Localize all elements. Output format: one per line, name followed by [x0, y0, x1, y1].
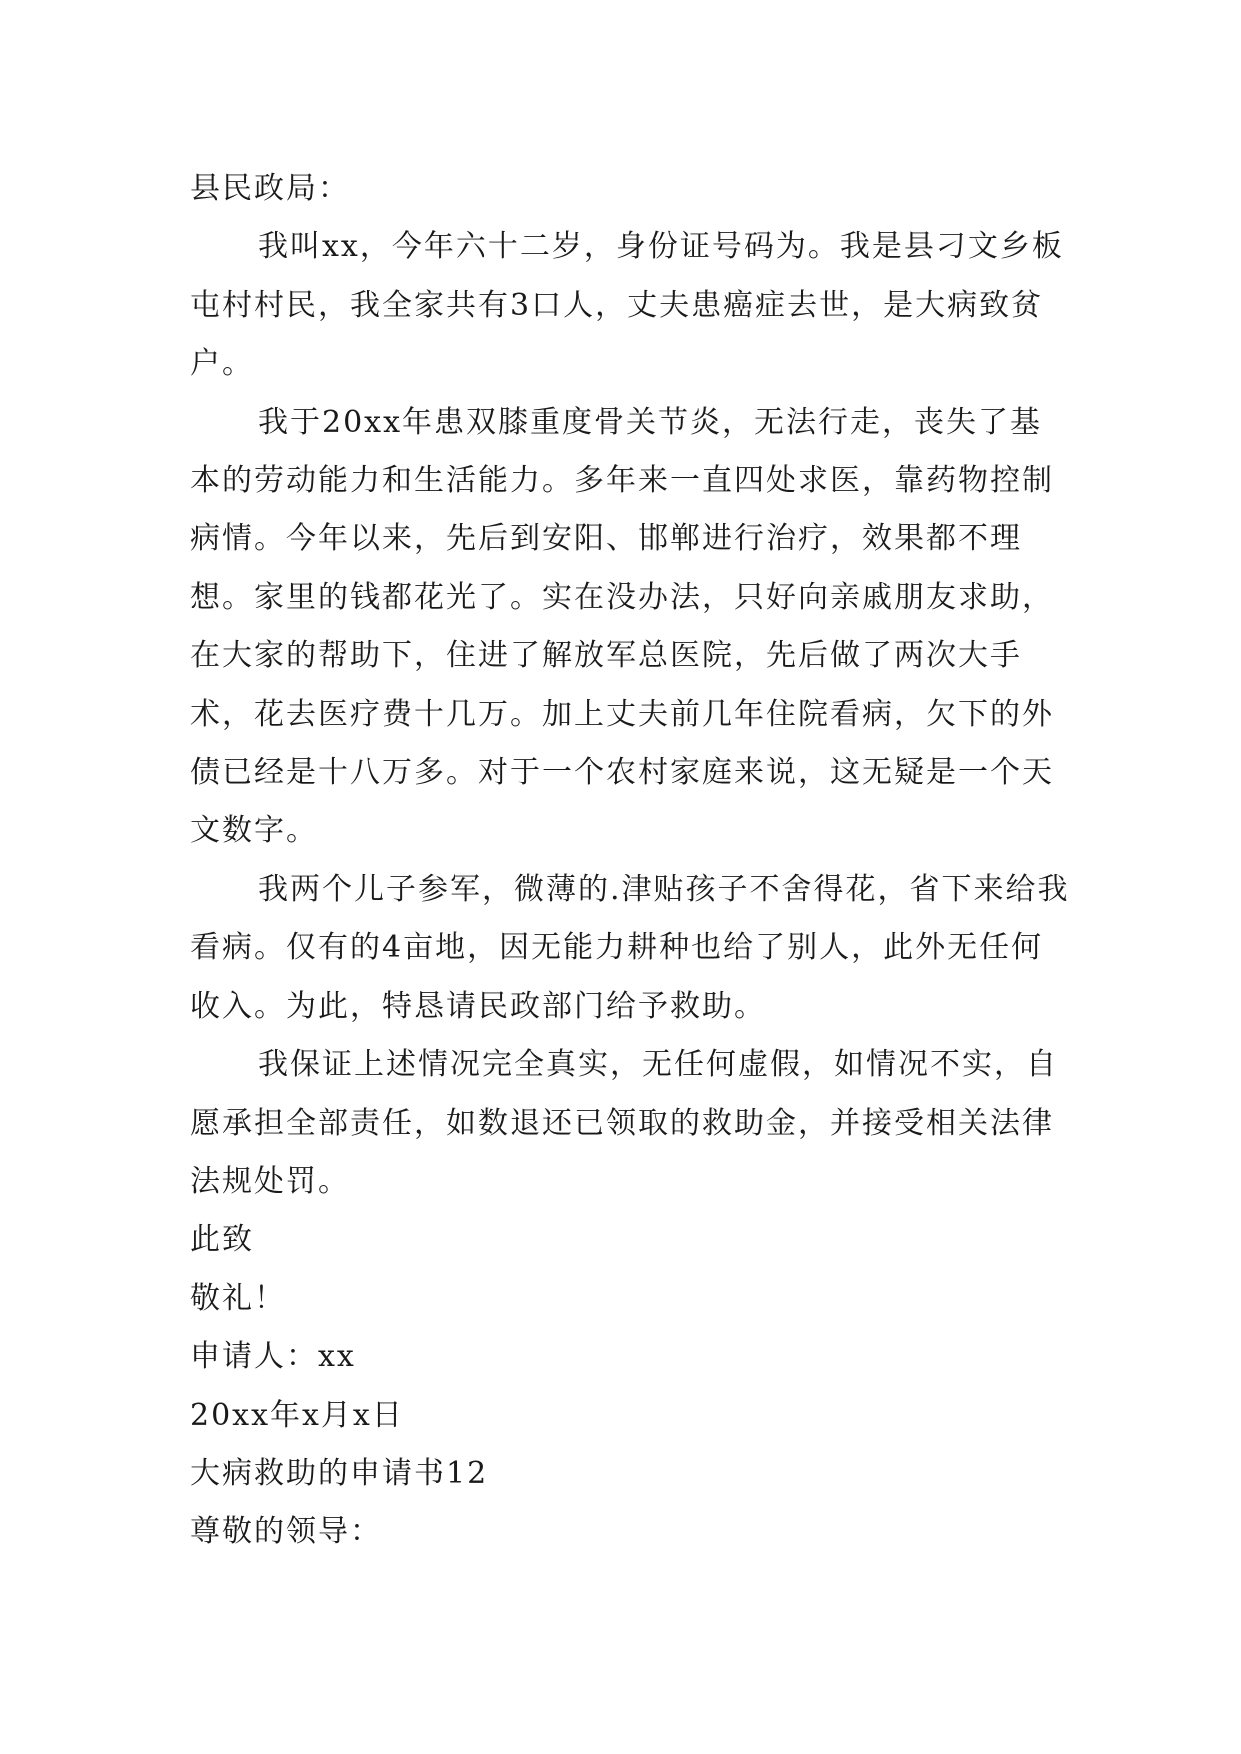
letter-date: 20xx年x月x日 — [190, 1397, 404, 1433]
paragraph-introduction: 我叫xx，今年六十二岁，身份证号码为。我是县刁文乡板屯村村民，我全家共有3口人，丈夫患癌症去世，是大病致贫户。 — [190, 229, 1064, 382]
salutation: 县民政局： — [190, 171, 350, 206]
closing-line-1: 此致 — [190, 1222, 254, 1258]
next-letter-title: 大病救助的申请书12 — [190, 1455, 489, 1491]
next-letter-salutation: 尊敬的领导： — [190, 1514, 382, 1550]
letter-body — [190, 160, 1070, 1562]
closing-line-2: 敬礼！ — [190, 1280, 286, 1316]
applicant-signature: 申请人：xx — [190, 1339, 356, 1375]
paragraph-guarantee: 我保证上述情况完全真实，无任何虚假，如情况不实，自愿承担全部责任，如数退还已领取的救助金，并接受相关法律法规处罚。 — [190, 1047, 1058, 1199]
paragraph-family-income: 我两个儿子参军，微薄的.津贴孩子不舍得花，省下来给我看病。仅有的4亩地，因无能力耕种也给了别人，此外无任何收入。为此，特恳请民政部门给予救助。 — [190, 871, 1070, 1024]
paragraph-medical-history: 我于20xx年患双膝重度骨关节炎，无法行走，丧失了基本的劳动能力和生活能力。多年来一直四处求医，靠药物控制病情。今年以来，先后到安阳、邯郸进行治疗，效果都不理想。家里的钱都花光了。实在没办法，只好向亲戚朋友求助，在大家的帮助下，住进了解放军总医院，先后做了两次大手术，花去医疗费十几万。加上丈夫前几年住院看病，欠下的外债已经是十八万多。对于一个农村家庭来说，这无疑是一个天文数字。 — [190, 404, 1054, 849]
